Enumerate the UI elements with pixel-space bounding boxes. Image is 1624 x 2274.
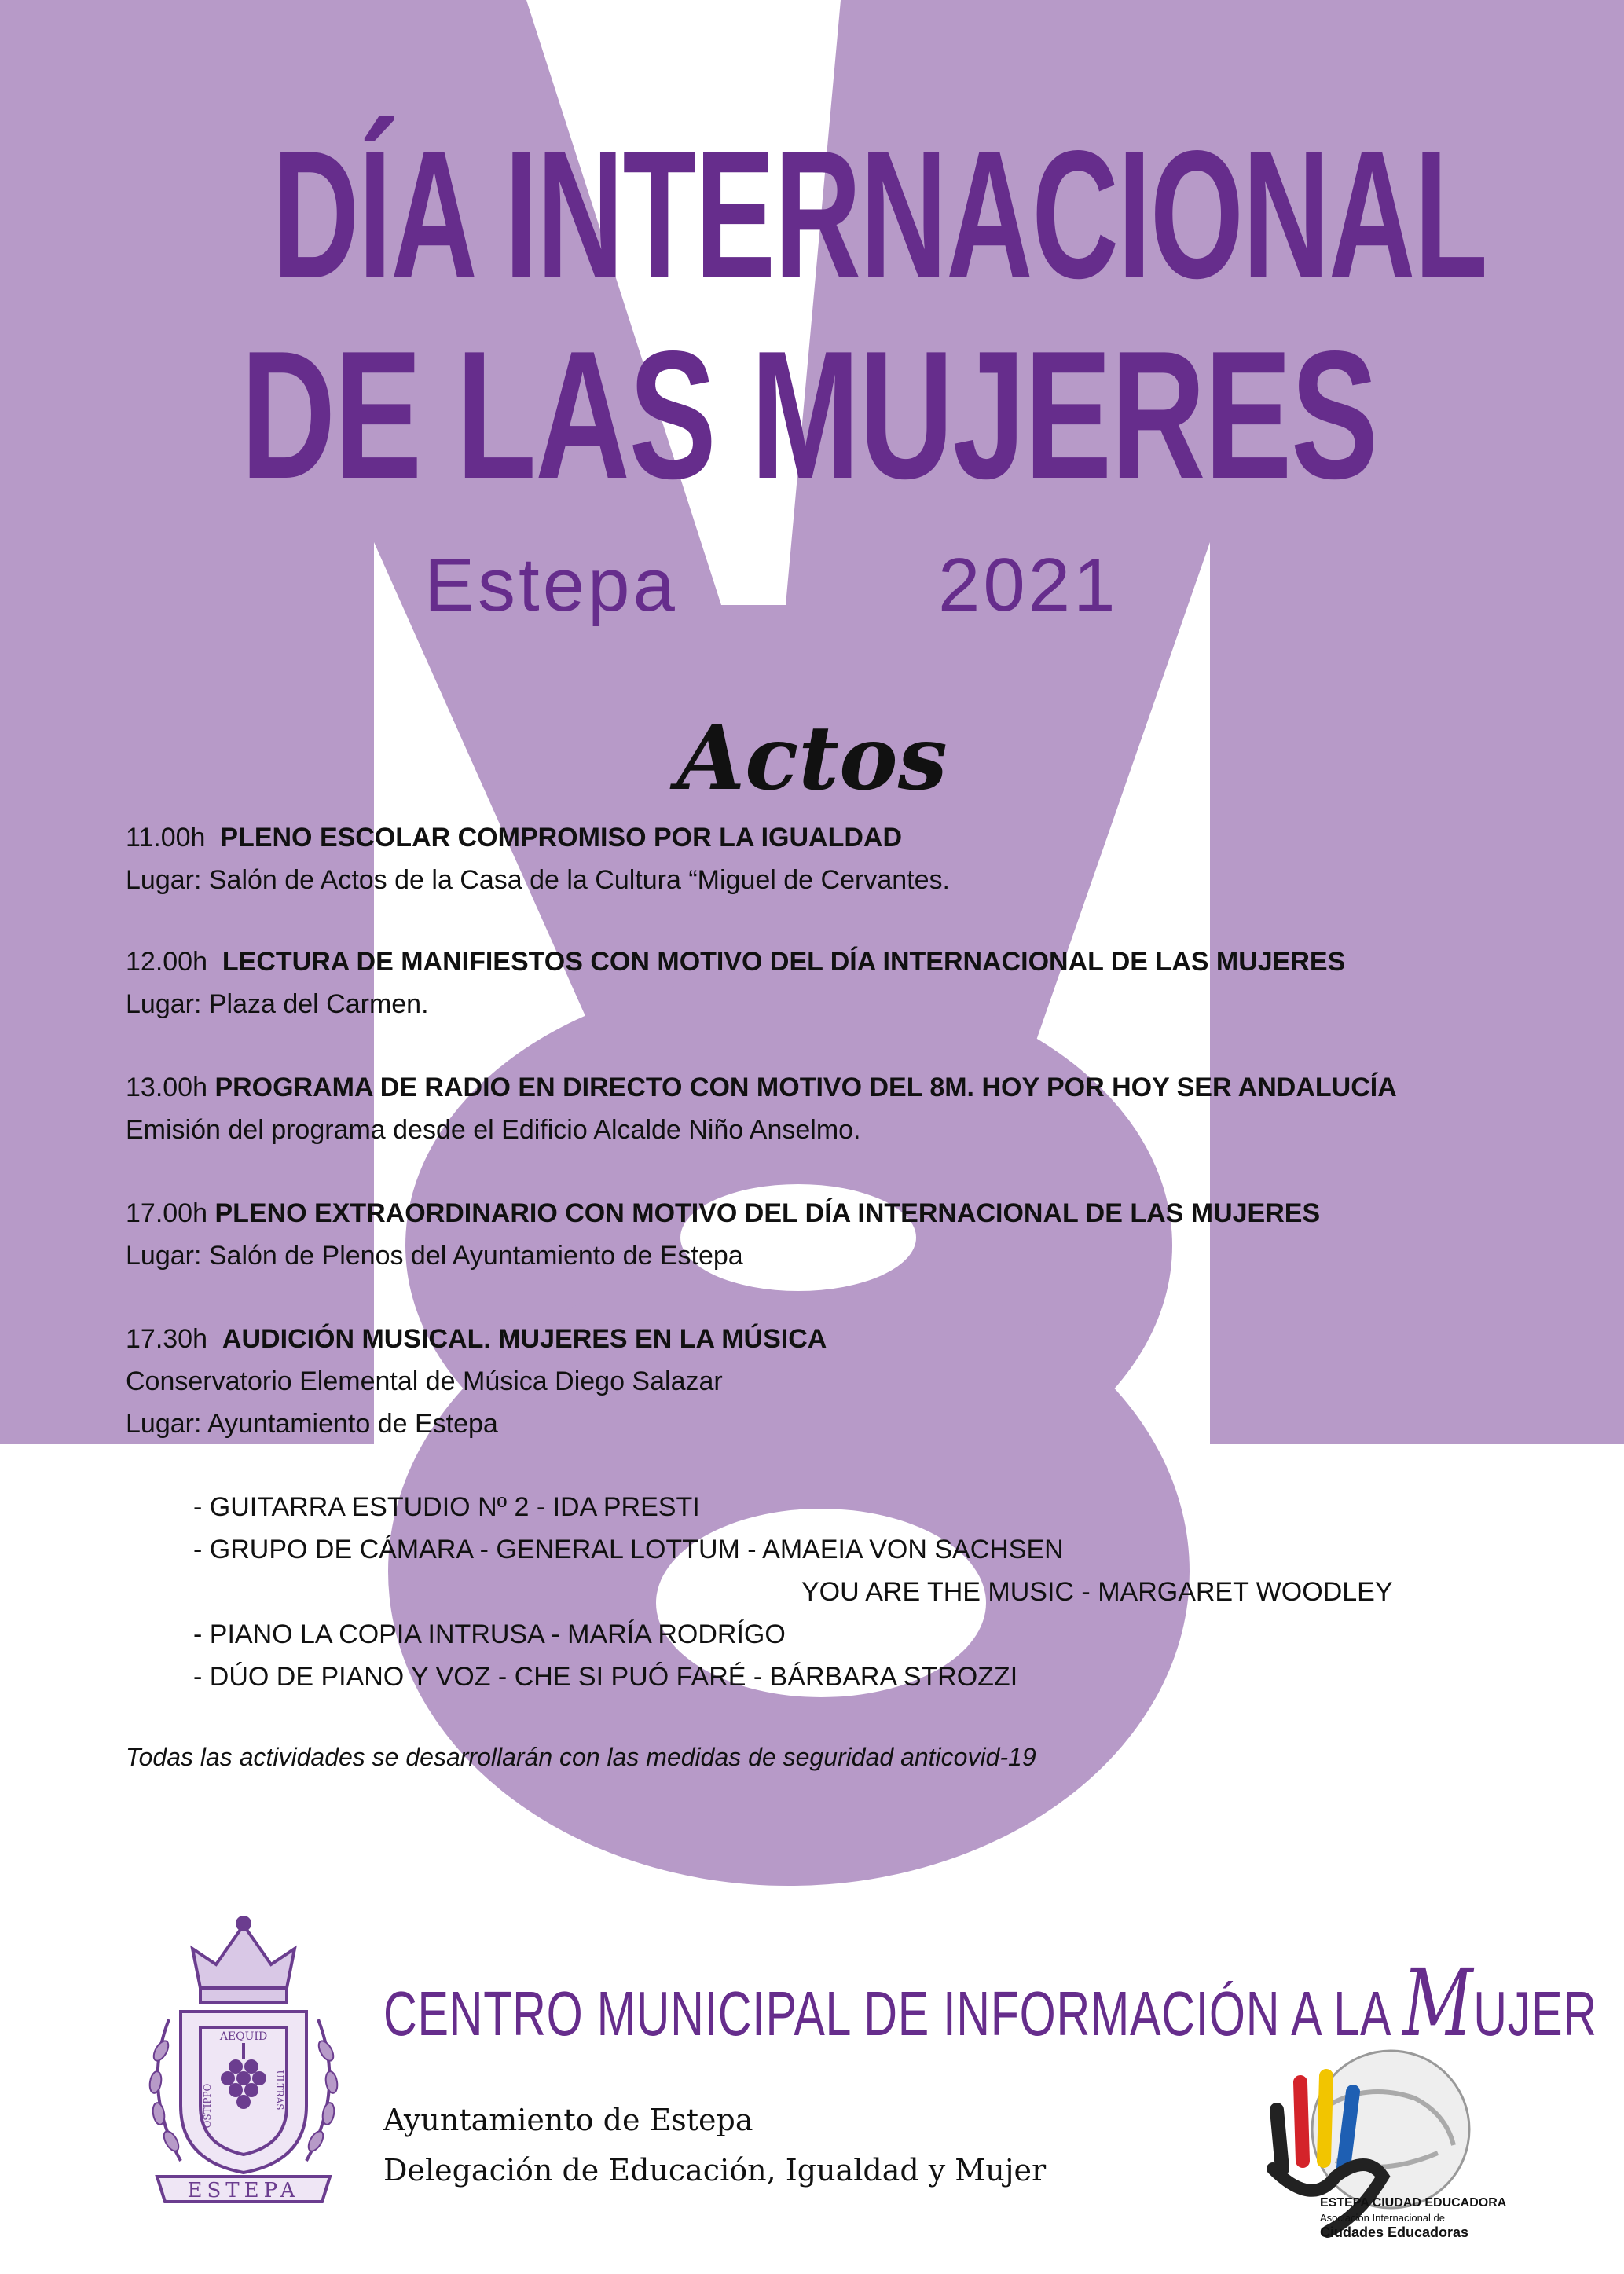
program-item-2-continued: YOU ARE THE MUSIC - MARGARET WOODLEY xyxy=(801,1577,1393,1607)
event-5 xyxy=(126,1318,827,1445)
seal-motto-left: OSTIPPO xyxy=(202,2083,213,2129)
event-1-detail: Lugar: Salón de Actos de la Casa de la Cultura “Miguel de Cervantes. xyxy=(126,865,950,895)
ayuntamiento-label: Ayuntamiento de Estepa xyxy=(383,2103,753,2137)
edu-logo-line-2: Asociación Internacional de xyxy=(1320,2212,1445,2224)
event-1 xyxy=(126,816,950,901)
centro-m: M xyxy=(1402,1949,1474,2057)
event-2-detail: Lugar: Plaza del Carmen. xyxy=(126,989,429,1019)
event-2 xyxy=(126,941,1345,1025)
seal-motto-top: AEQUID xyxy=(219,2030,268,2043)
event-3-time: 13.00h xyxy=(126,1073,207,1102)
title-line-1: DÍA INTERNACIONAL xyxy=(272,113,1487,317)
event-5-headline xyxy=(126,1318,827,1360)
edu-logo-line-3: Ciudades Educadoras xyxy=(1320,2224,1469,2240)
event-3-headline xyxy=(126,1066,1397,1109)
centro-suffix: UJER xyxy=(1473,1979,1597,2048)
estepa-coat-of-arms-logo xyxy=(126,1909,361,2216)
event-3-detail: Emisión del programa desde el Edificio Alcalde Niño Anselmo. xyxy=(126,1115,861,1145)
event-1-title: PLENO ESCOLAR COMPROMISO POR LA IGUALDAD xyxy=(220,823,903,853)
program-item-3: - PIANO LA COPIA INTRUSA - MARÍA RODRÍGO xyxy=(193,1619,786,1649)
program-item-4: - DÚO DE PIANO Y VOZ - CHE SI PUÓ FARÉ - BÁRBARA STROZZI xyxy=(193,1662,1018,1692)
event-4-title: PLENO EXTRAORDINARIO CON MOTIVO DEL DÍA INTERNACIONAL DE LAS MUJERES xyxy=(214,1198,1321,1228)
event-5-title: AUDICIÓN MUSICAL. MUJERES EN LA MÚSICA xyxy=(222,1324,827,1354)
event-4 xyxy=(126,1192,1320,1277)
seal-name: ESTEPA xyxy=(187,2179,300,2202)
year-label: 2021 xyxy=(938,543,1119,627)
delegacion-label: Delegación de Educación, Igualdad y Mujer xyxy=(383,2153,1047,2188)
event-1-time: 11.00h xyxy=(126,823,206,853)
covid-note: Todas las actividades se desarrollarán con las medidas de seguridad anticovid-19 xyxy=(126,1743,1036,1771)
program-item-1: - GUITARRA ESTUDIO Nº 2 - IDA PRESTI xyxy=(193,1492,700,1522)
centro-prefix: CENTRO MUNICIPAL DE INFORMACIÓN A LA xyxy=(383,1979,1403,2048)
event-2-title: LECTURA DE MANIFIESTOS CON MOTIVO DEL DÍA INTERNACIONAL DE LAS MUJERES xyxy=(222,947,1346,977)
program-item-2: - GRUPO DE CÁMARA - GENERAL LOTTUM - AMAEIA VON SACHSEN xyxy=(193,1535,1064,1564)
event-3 xyxy=(126,1066,1397,1151)
event-4-time: 17.00h xyxy=(126,1198,207,1228)
event-3-title: PROGRAMA DE RADIO EN DIRECTO CON MOTIVO DEL 8M. HOY POR HOY SER ANDALUCÍA xyxy=(214,1073,1397,1102)
city-label: Estepa xyxy=(424,543,678,627)
actos-heading: Actos xyxy=(676,707,948,810)
event-4-detail: Lugar: Salón de Plenos del Ayuntamiento de Estepa xyxy=(126,1241,743,1271)
event-5-detail-2: Lugar: Ayuntamiento de Estepa xyxy=(126,1409,498,1439)
event-1-headline xyxy=(126,816,950,859)
seal-motto-right: ULTRAS xyxy=(274,2070,285,2111)
event-5-time: 17.30h xyxy=(126,1324,207,1354)
event-4-headline xyxy=(126,1192,1320,1234)
edu-logo-line-1: ESTEPA CIUDAD EDUCADORA xyxy=(1320,2196,1507,2210)
title-line-2: DE LAS MUJERES xyxy=(240,314,1377,517)
event-5-detail-1: Conservatorio Elemental de Música Diego Salazar xyxy=(126,1366,723,1396)
event-2-headline xyxy=(126,941,1345,983)
event-2-time: 12.00h xyxy=(126,947,207,977)
